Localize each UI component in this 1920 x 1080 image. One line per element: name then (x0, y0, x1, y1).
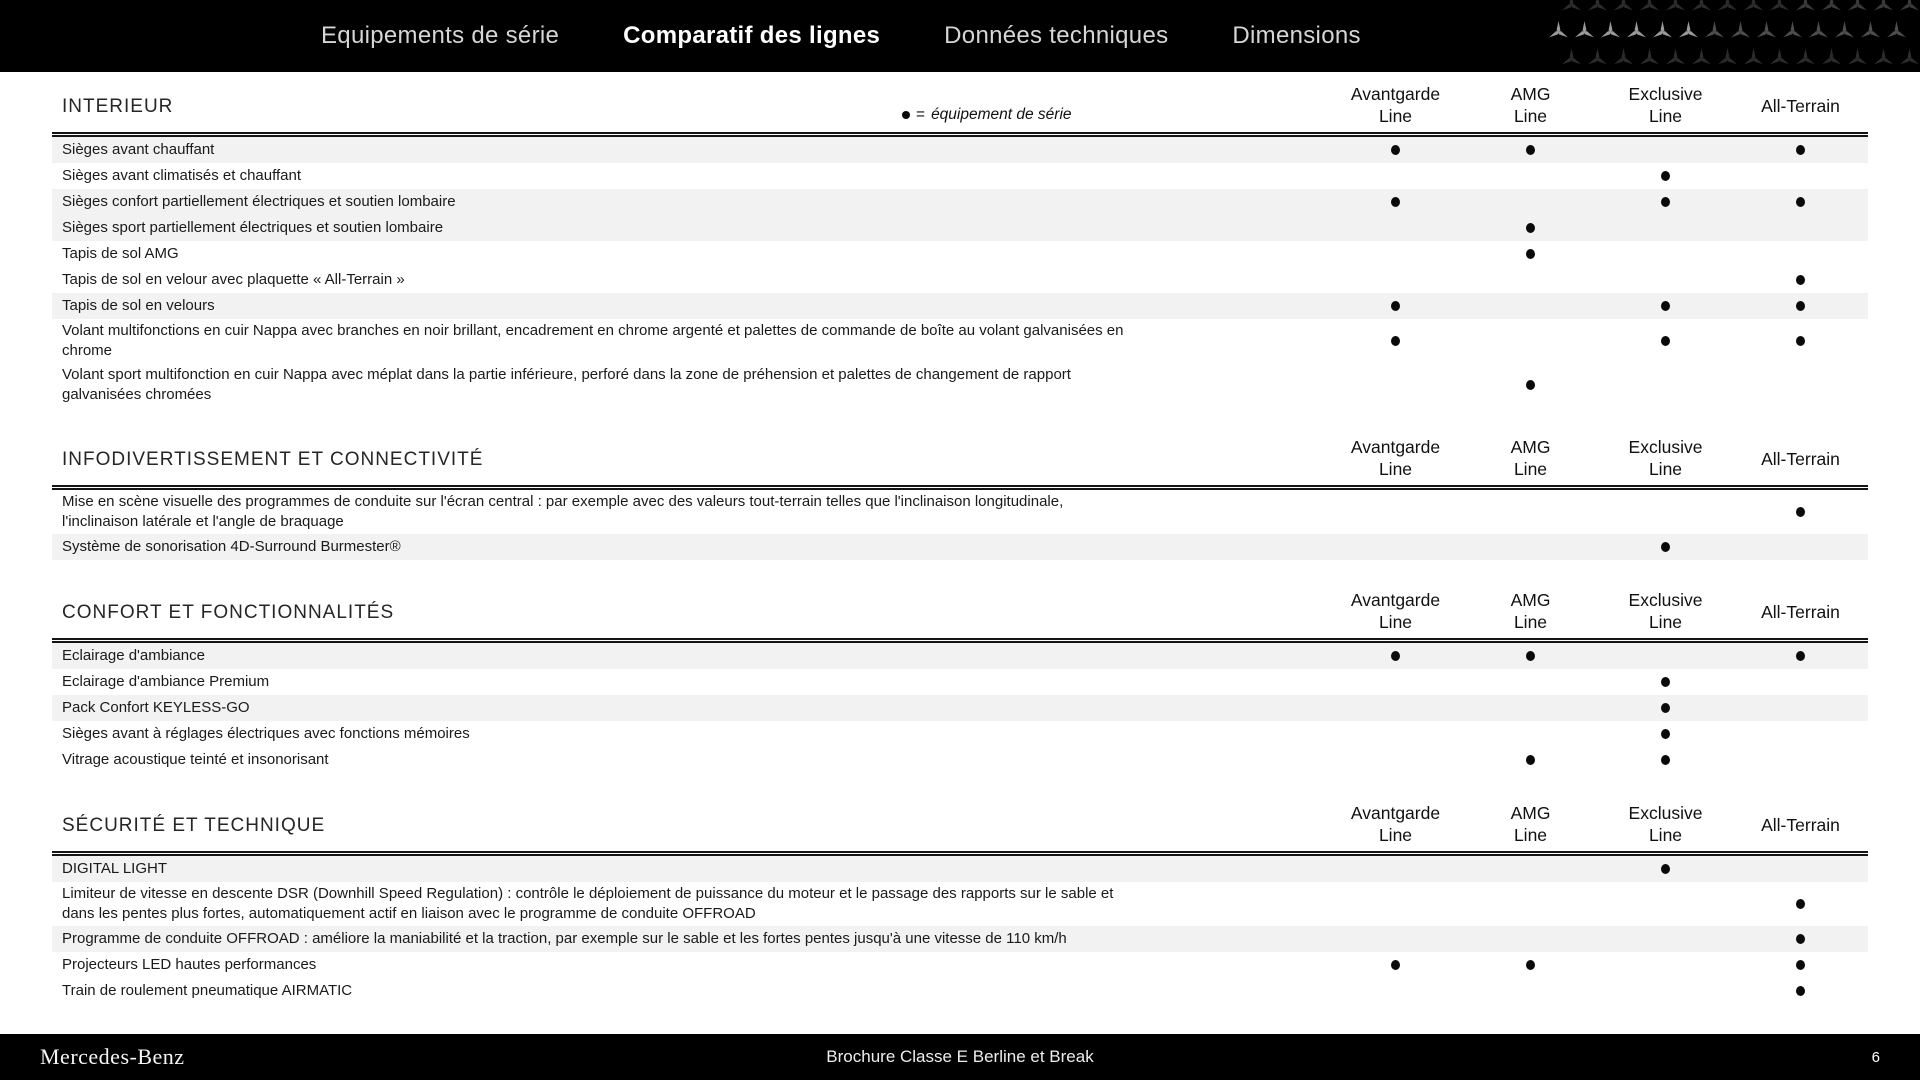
cell-all-terrain (1733, 645, 1868, 667)
column-header-all-terrain (1733, 84, 1868, 130)
cell-amg-line (1463, 723, 1598, 745)
serie-dot-icon (902, 111, 910, 119)
cell-exclusive-line (1598, 980, 1733, 1002)
tab-dimensions[interactable]: Dimensions (1232, 22, 1361, 49)
column-header-exclusive-line (1598, 590, 1733, 636)
cell-all-terrain (1733, 749, 1868, 771)
section-header (52, 803, 1868, 849)
serie-dot (1661, 755, 1670, 765)
cell-amg-line (1463, 671, 1598, 693)
feature-row (52, 856, 1868, 882)
column-name: Exclusive (1628, 590, 1703, 610)
feature-row (52, 293, 1868, 319)
mercedes-star-icon (1729, 20, 1752, 43)
serie-dot (1796, 197, 1805, 207)
mercedes-star-icon (1781, 20, 1804, 43)
column-name: AMG (1510, 590, 1551, 610)
mercedes-star-icon (1638, 0, 1661, 16)
cell-exclusive-line (1598, 492, 1733, 532)
column-sub: Line (1513, 458, 1548, 479)
cell-avantgarde-line (1328, 139, 1463, 161)
serie-dot (1391, 336, 1400, 346)
cell-avantgarde-line (1328, 492, 1463, 532)
mercedes-star-icon (1859, 20, 1882, 43)
serie-dot (1796, 301, 1805, 311)
cell-avantgarde-line (1328, 697, 1463, 719)
column-header-amg-line (1463, 590, 1598, 636)
mercedes-star-pattern (1560, 0, 1920, 72)
cell-amg-line (1463, 858, 1598, 880)
section-title: CONFORT ET FONCTIONNALITÉS (62, 602, 395, 623)
column-sub: Line (1648, 458, 1683, 479)
cell-exclusive-line (1598, 191, 1733, 213)
feature-label: Sièges confort partiellement électriques et soutien lombaire (62, 193, 456, 210)
cell-avantgarde-line (1328, 295, 1463, 317)
star-row (1560, 0, 1920, 19)
cell-all-terrain (1733, 928, 1868, 950)
cell-amg-line (1463, 954, 1598, 976)
column-sub: Line (1513, 611, 1548, 632)
feature-row (52, 267, 1868, 293)
cell-all-terrain (1733, 139, 1868, 161)
cell-avantgarde-line (1328, 165, 1463, 187)
cell-avantgarde-line (1328, 645, 1463, 667)
cell-exclusive-line (1598, 928, 1733, 950)
cell-exclusive-line (1598, 723, 1733, 745)
column-sub: Line (1648, 105, 1683, 126)
cell-avantgarde-line (1328, 954, 1463, 976)
section-title: INFODIVERTISSEMENT ET CONNECTIVITÉ (62, 449, 484, 470)
serie-dot (1661, 171, 1670, 181)
mercedes-star-icon (1612, 0, 1635, 16)
mercedes-star-icon (1846, 0, 1869, 16)
footer (0, 1034, 1920, 1080)
feature-label: Pack Confort KEYLESS-GO (62, 699, 250, 716)
feature-row (52, 534, 1868, 560)
mercedes-star-icon (1820, 47, 1843, 70)
feature-row (52, 695, 1868, 721)
cell-avantgarde-line (1328, 269, 1463, 291)
feature-row (52, 363, 1868, 407)
cell-amg-line (1463, 165, 1598, 187)
column-sub: Line (1648, 611, 1683, 632)
serie-dot (1661, 197, 1670, 207)
feature-label: Tapis de sol en velours (62, 297, 215, 314)
comparison-table (52, 72, 1868, 1004)
mercedes-star-icon (1755, 20, 1778, 43)
column-name: All-Terrain (1761, 601, 1840, 622)
serie-dot (1661, 542, 1670, 552)
cell-all-terrain (1733, 723, 1868, 745)
page-number: 6 (1871, 1048, 1880, 1066)
mercedes-star-icon (1820, 0, 1843, 16)
cell-avantgarde-line (1328, 723, 1463, 745)
cell-all-terrain (1733, 671, 1868, 693)
column-sub: Line (1378, 611, 1413, 632)
column-sub: Line (1513, 824, 1548, 845)
column-sub: Line (1378, 458, 1413, 479)
serie-dot (1526, 380, 1535, 390)
column-name: AMG (1510, 84, 1551, 104)
column-header-all-terrain (1733, 437, 1868, 483)
mercedes-star-icon (1599, 20, 1622, 43)
cell-avantgarde-line (1328, 980, 1463, 1002)
column-name: Exclusive (1628, 803, 1703, 823)
serie-dot (1391, 301, 1400, 311)
mercedes-star-icon (1612, 47, 1635, 70)
cell-exclusive-line (1598, 165, 1733, 187)
section-title: SÉCURITÉ ET TECHNIQUE (62, 815, 326, 836)
mercedes-star-icon (1794, 47, 1817, 70)
mercedes-star-icon (1846, 47, 1869, 70)
column-header-exclusive-line (1598, 437, 1733, 483)
column-header-amg-line (1463, 803, 1598, 849)
feature-row (52, 721, 1868, 747)
cell-amg-line (1463, 697, 1598, 719)
cell-exclusive-line (1598, 697, 1733, 719)
legend-equipement-de-serie: = équipement de série (902, 106, 1072, 124)
feature-label: Système de sonorisation 4D-Surround Burmester® (62, 538, 401, 555)
document-title: Brochure Classe E Berline et Break (826, 1047, 1094, 1066)
feature-label: Mise en scène visuelle des programmes de conduite sur l'écran central : par exemple avec des valeurs tout-terrain telles que l'inclinaison longitudinale, l'inclinaison latérale et l'angle de braquage (62, 493, 1064, 530)
cell-amg-line (1463, 269, 1598, 291)
column-header-avantgarde-line (1328, 84, 1463, 130)
cell-exclusive-line (1598, 295, 1733, 317)
serie-dot (1796, 145, 1805, 155)
star-row (1547, 20, 1911, 46)
feature-label: Sièges avant climatisés et chauffant (62, 167, 302, 184)
column-name: Exclusive (1628, 437, 1703, 457)
feature-label: Train de roulement pneumatique AIRMATIC (62, 982, 353, 999)
column-header-avantgarde-line (1328, 437, 1463, 483)
column-sub: Line (1648, 824, 1683, 845)
column-sub: Line (1378, 105, 1413, 126)
feature-label: Eclairage d'ambiance Premium (62, 673, 270, 690)
serie-dot (1661, 677, 1670, 687)
cell-avantgarde-line (1328, 365, 1463, 405)
mercedes-star-icon (1872, 0, 1895, 16)
cell-amg-line (1463, 295, 1598, 317)
column-header-exclusive-line (1598, 803, 1733, 849)
serie-dot (1391, 651, 1400, 661)
cell-avantgarde-line (1328, 536, 1463, 558)
tab-comparatif-des-lignes[interactable]: Comparatif des lignes (623, 22, 881, 49)
serie-dot (1796, 275, 1805, 285)
cell-amg-line (1463, 749, 1598, 771)
feature-label: Eclairage d'ambiance (62, 647, 205, 664)
tab-donnees-techniques[interactable]: Données techniques (944, 22, 1169, 49)
star-row (1560, 47, 1920, 72)
mercedes-star-icon (1716, 0, 1739, 16)
cell-all-terrain (1733, 243, 1868, 265)
feature-row (52, 882, 1868, 926)
cell-avantgarde-line (1328, 858, 1463, 880)
serie-dot (1796, 336, 1805, 346)
cell-all-terrain (1733, 536, 1868, 558)
column-name: All-Terrain (1761, 95, 1840, 116)
feature-label: Vitrage acoustique teinté et insonorisant (62, 751, 329, 768)
serie-dot (1796, 507, 1805, 517)
mercedes-star-icon (1703, 20, 1726, 43)
cell-amg-line (1463, 217, 1598, 239)
serie-dot (1661, 864, 1670, 874)
serie-dot (1526, 960, 1535, 970)
feature-row (52, 163, 1868, 189)
feature-row (52, 952, 1868, 978)
cell-avantgarde-line (1328, 884, 1463, 924)
cell-all-terrain (1733, 858, 1868, 880)
cell-exclusive-line (1598, 269, 1733, 291)
cell-amg-line (1463, 884, 1598, 924)
feature-label: Programme de conduite OFFROAD : améliore la maniabilité et la traction, par exemple sur le sable et les fortes pentes jusqu'à une vitesse de 110 km/h (62, 930, 1067, 947)
serie-dot (1796, 899, 1805, 909)
feature-row (52, 978, 1868, 1004)
section-header (52, 72, 1868, 130)
cell-exclusive-line (1598, 217, 1733, 239)
mercedes-star-icon (1807, 20, 1830, 43)
cell-amg-line (1463, 980, 1598, 1002)
column-name: Exclusive (1628, 84, 1703, 104)
cell-all-terrain (1733, 980, 1868, 1002)
mercedes-star-icon (1768, 0, 1791, 16)
cell-all-terrain (1733, 321, 1868, 361)
cell-all-terrain (1733, 492, 1868, 532)
cell-avantgarde-line (1328, 928, 1463, 950)
feature-label: Limiteur de vitesse en descente DSR (Downhill Speed Regulation) : contrôle le déploiement de puissance du moteur et le passage des rapports sur le sable et dans les pentes plus fortes, automatiquement actif en liaison avec le programme de conduite OFFROAD (62, 885, 1114, 922)
cell-exclusive-line (1598, 645, 1733, 667)
cell-avantgarde-line (1328, 671, 1463, 693)
serie-dot (1526, 755, 1535, 765)
column-header-amg-line (1463, 437, 1598, 483)
mercedes-star-icon (1586, 0, 1609, 16)
serie-dot (1391, 960, 1400, 970)
serie-dot (1796, 934, 1805, 944)
feature-label: DIGITAL LIGHT (62, 860, 168, 877)
feature-label: Tapis de sol en velour avec plaquette « All-Terrain » (62, 271, 405, 288)
mercedes-star-icon (1560, 0, 1583, 16)
tab-equipements-de-serie[interactable]: Equipements de série (321, 22, 560, 49)
column-name: All-Terrain (1761, 814, 1840, 835)
mercedes-star-icon (1716, 47, 1739, 70)
serie-dot (1661, 301, 1670, 311)
column-header-exclusive-line (1598, 84, 1733, 130)
mercedes-star-icon (1833, 20, 1856, 43)
cell-all-terrain (1733, 884, 1868, 924)
cell-amg-line (1463, 243, 1598, 265)
section-header (52, 437, 1868, 483)
cell-exclusive-line (1598, 139, 1733, 161)
mercedes-star-icon (1547, 20, 1570, 43)
cell-exclusive-line (1598, 536, 1733, 558)
column-header-avantgarde-line (1328, 803, 1463, 849)
cell-all-terrain (1733, 165, 1868, 187)
serie-dot (1796, 651, 1805, 661)
serie-dot (1526, 249, 1535, 259)
top-nav (0, 0, 1920, 72)
feature-row (52, 490, 1868, 534)
cell-amg-line (1463, 536, 1598, 558)
mercedes-star-icon (1573, 20, 1596, 43)
mercedes-star-icon (1742, 47, 1765, 70)
serie-dot (1526, 223, 1535, 233)
mercedes-star-icon (1677, 20, 1700, 43)
column-name: AMG (1510, 437, 1551, 457)
column-header-avantgarde-line (1328, 590, 1463, 636)
mercedes-star-icon (1898, 47, 1920, 70)
cell-avantgarde-line (1328, 749, 1463, 771)
feature-label: Volant multifonctions en cuir Nappa avec branches en noir brillant, encadrement en chrome argenté et palettes de commande de boîte au volant galvanisées en chrome (62, 322, 1124, 359)
column-sub: Line (1378, 824, 1413, 845)
feature-label: Projecteurs LED hautes performances (62, 956, 317, 973)
cell-exclusive-line (1598, 243, 1733, 265)
mercedes-star-icon (1885, 20, 1908, 43)
feature-row (52, 926, 1868, 952)
feature-row (52, 241, 1868, 267)
column-name: Avantgarde (1350, 84, 1441, 104)
cell-all-terrain (1733, 365, 1868, 405)
serie-dot (1391, 197, 1400, 207)
mercedes-star-icon (1651, 20, 1674, 43)
feature-row (52, 747, 1868, 773)
feature-row (52, 215, 1868, 241)
feature-row (52, 643, 1868, 669)
mercedes-star-icon (1664, 0, 1687, 16)
column-header-amg-line (1463, 84, 1598, 130)
feature-label: Tapis de sol AMG (62, 245, 179, 262)
column-header-all-terrain (1733, 803, 1868, 849)
cell-all-terrain (1733, 217, 1868, 239)
cell-amg-line (1463, 321, 1598, 361)
column-header-all-terrain (1733, 590, 1868, 636)
feature-label: Sièges sport partiellement électriques et soutien lombaire (62, 219, 444, 236)
cell-all-terrain (1733, 697, 1868, 719)
mercedes-star-icon (1872, 47, 1895, 70)
mercedes-star-icon (1898, 0, 1920, 16)
cell-amg-line (1463, 191, 1598, 213)
cell-exclusive-line (1598, 954, 1733, 976)
cell-all-terrain (1733, 295, 1868, 317)
mercedes-star-icon (1560, 47, 1583, 70)
cell-exclusive-line (1598, 858, 1733, 880)
column-name: Avantgarde (1350, 803, 1441, 823)
cell-all-terrain (1733, 954, 1868, 976)
mercedes-star-icon (1664, 47, 1687, 70)
mercedes-benz-wordmark: Mercedes-Benz (40, 1044, 185, 1069)
mercedes-star-icon (1690, 47, 1713, 70)
serie-dot (1661, 729, 1670, 739)
cell-exclusive-line (1598, 671, 1733, 693)
column-name: Avantgarde (1350, 437, 1441, 457)
cell-avantgarde-line (1328, 217, 1463, 239)
serie-dot (1526, 651, 1535, 661)
mercedes-star-icon (1742, 0, 1765, 16)
serie-dot (1526, 145, 1535, 155)
cell-amg-line (1463, 492, 1598, 532)
section-header (52, 590, 1868, 636)
cell-exclusive-line (1598, 884, 1733, 924)
mercedes-star-icon (1768, 47, 1791, 70)
cell-all-terrain (1733, 269, 1868, 291)
feature-row (52, 319, 1868, 363)
cell-avantgarde-line (1328, 243, 1463, 265)
column-sub: Line (1513, 105, 1548, 126)
cell-exclusive-line (1598, 749, 1733, 771)
serie-dot (1661, 336, 1670, 346)
feature-label: Sièges avant chauffant (62, 141, 215, 158)
mercedes-star-icon (1638, 47, 1661, 70)
cell-all-terrain (1733, 191, 1868, 213)
serie-dot (1391, 145, 1400, 155)
serie-dot (1796, 986, 1805, 996)
mercedes-star-icon (1625, 20, 1648, 43)
column-name: All-Terrain (1761, 448, 1840, 469)
mercedes-star-icon (1586, 47, 1609, 70)
feature-row (52, 189, 1868, 215)
feature-label: Sièges avant à réglages électriques avec fonctions mémoires (62, 725, 470, 742)
cell-amg-line (1463, 365, 1598, 405)
mercedes-star-icon (1794, 0, 1817, 16)
cell-avantgarde-line (1328, 321, 1463, 361)
serie-dot (1796, 960, 1805, 970)
column-name: AMG (1510, 803, 1551, 823)
cell-avantgarde-line (1328, 191, 1463, 213)
serie-dot (1661, 703, 1670, 713)
feature-row (52, 137, 1868, 163)
cell-exclusive-line (1598, 365, 1733, 405)
cell-amg-line (1463, 645, 1598, 667)
column-name: Avantgarde (1350, 590, 1441, 610)
mercedes-star-icon (1690, 0, 1713, 16)
cell-amg-line (1463, 928, 1598, 950)
feature-row (52, 669, 1868, 695)
cell-exclusive-line (1598, 321, 1733, 361)
cell-amg-line (1463, 139, 1598, 161)
feature-label: Volant sport multifonction en cuir Nappa avec méplat dans la partie inférieure, perforé dans la zone de préhension et palettes de changement de rapport galvanisées chromées (62, 366, 1071, 403)
section-title: INTERIEUR (62, 96, 174, 117)
